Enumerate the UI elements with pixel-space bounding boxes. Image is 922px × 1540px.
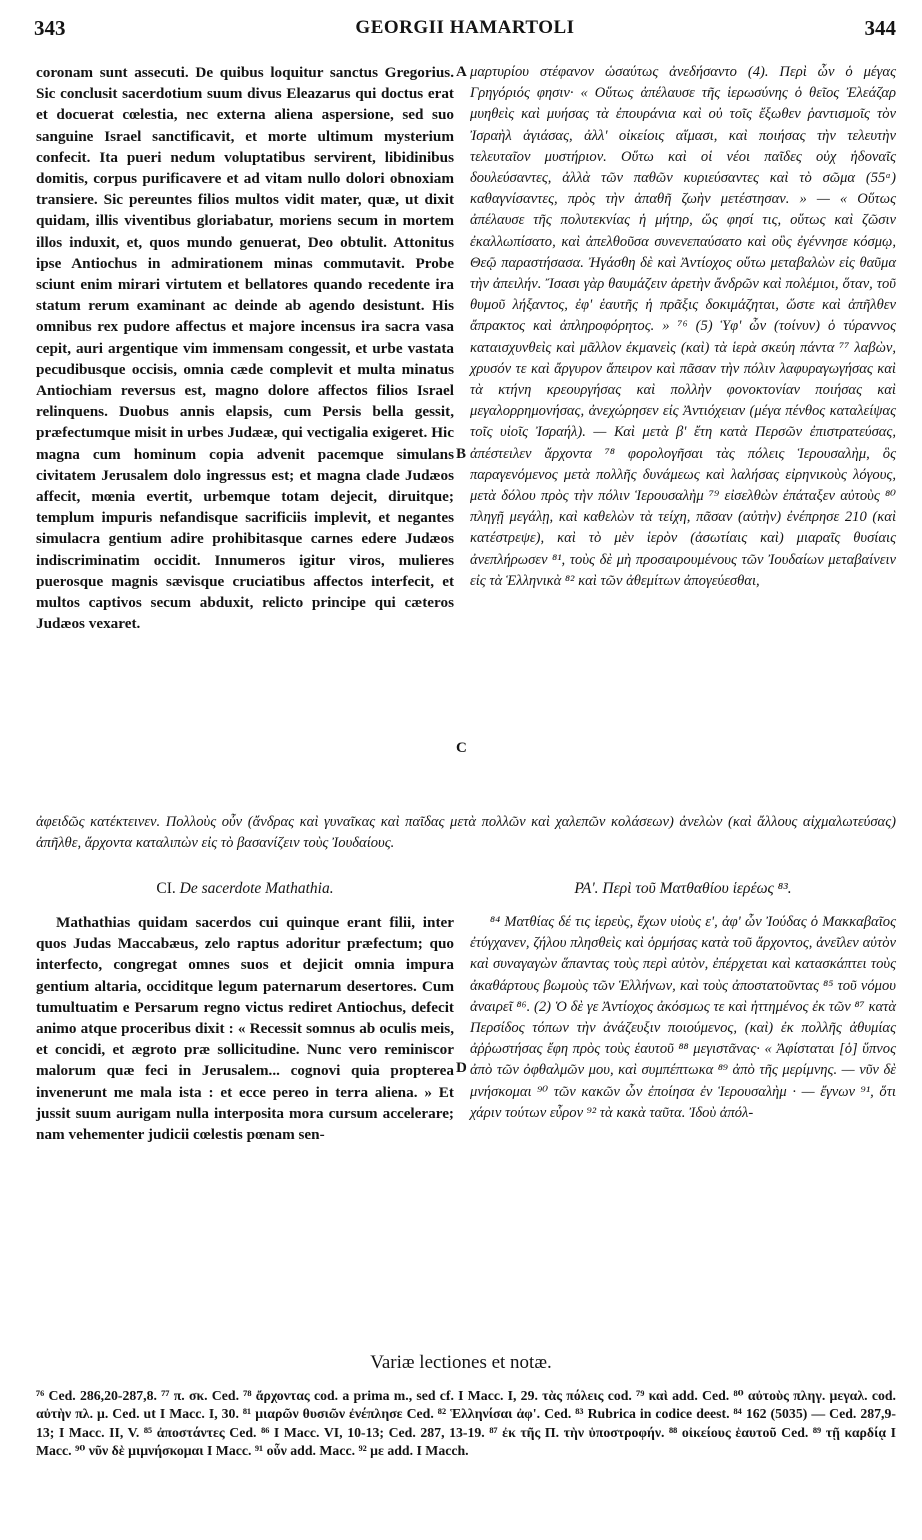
latin-section-heading — [36, 880, 454, 898]
margin-letter-b: B — [456, 446, 467, 462]
greek-paragraph: ⁸⁴ Ματθίας δέ τις ἱερεὺς, ἔχων υἱοὺς ε', ἀφ' ὧν Ἰούδας ὁ Μακκαβαῖος ἐτύγχανεν, ζήλου πλησθεὶς καὶ ὁρμήσας κατὰ τοῦ ἄρχοντος, ἀνεῖλεν αὐτὸν καὶ συναγαγὼν ἅπαντας τοὺς περὶ αὐτὸν, ἐπέρχεται καὶ κατασκάπτει τοὺς ἀκαθάρτους βωμοὺς τῶν Ἑλλήνων, καὶ τοὺς ἀποστατοῦντας ⁸⁵ τοῦ νόμου ἀναιρεῖ ⁸⁶. (2) Ὁ δὲ γε Ἀντίοχος ἀκόσμως τε καὶ ἡττημένος ἐκ τῶν ⁸⁷ κατὰ Περσίδος τόπων τὴν ἀνάζευξιν ποιούμενος, (καὶ) ἐκ πολλῆς ἀθυμίας ἀῤῥωστήσας ἔφη πρὸς τοὺς ἑαυτοῦ ⁸⁸ μεγιστᾶνας· « Ἀφίσταται [ὁ] ὕπνος ἀπὸ τῶν ὀφθαλμῶν μου, καὶ συμπέπτωκα ⁸⁹ ἀπὸ τῆς μερίμνης. — νῦν δὲ μνήσκομαι ⁹⁰ τῶν κακῶν ὧν ἐποίησα ἐν Ἱερουσαλὴμ · — ἔγνων ⁹¹, ὅτι χάριν τούτων εὗρον ⁹² τὰ κακὰ ταῦτα. Ἰδοὺ ἀπόλ- — [470, 914, 896, 1121]
page-header — [34, 6, 896, 50]
latin-paragraph: coronam sunt assecuti. De quibus loquitur sanctus Gregorius. Sic conclusit sacerdotium suum divus Eleazarus qui doctus erat et docuerat cœlestia, nec externa aliena aspersione, sed suo sanguine Israel sanctificavit, et morte ultimum mysterium confecit. Ita pueri nedum voluptatibus servirent, libidinibus domitis, corpus purificavere et ad vitam nullo dolori obnoxiam transiere. Sic pereuntes filios multos vidit mater, quæ, ut dixit quidam, illis viventibus gloriabatur, moriens secum in mortem illos induxit, et, quos mundo genuerat, Deo obtulit. Attonitus ipse Antiochus in admirationem minas commutavit. Probe sciunt enim mirari virtutem et bellatores quando recedente ira statum rerum examinant ac deinde ab agendo desistunt. His omnibus rex pudore affectus et majore incensus ira sacra vasa cepit, auri argentique vim immensam congessit, et urbe vastata pecudibusque occisis, omnia cæde complevit et multa minatus Antiochiam reversus est, magno dolore affectos filios Israel relinquens. Duobus annis elapsis, cum Persis bella gessit, præfectumque misit in urbes Judææ, qui vectigalia exigeret. Hic magna cum hominum copia advenit pacemque simulans civitatem Jerusalem dolo ingressus est; et magna clade Judæos affecit, mœnia evertit, urbemque totam dejecit, diruitque; templum impuris nefandisque sacrificiis implevit, et negantes simulacra gentium adire prohibitasque carnes edere Judæos indiscriminatim occidit. Innumeros igitur viros, mulieres puerosque magnis sævisque cruciatibus affectos interfecit, et multos captivos secum abduxit, relicto principe qui cæteros Judæos vexaret. — [36, 64, 454, 633]
page-number-left: 343 — [34, 15, 66, 40]
greek-section-heading: ΡΑ'. Περὶ τοῦ Ματθαθίου ἱερέως ⁸³. — [574, 880, 792, 897]
latin-heading-title: De sacerdote Mathathia. — [179, 880, 334, 897]
running-title: GEORGII HAMARTOLI — [355, 17, 575, 38]
margin-letter-a: A — [456, 64, 467, 80]
apparatus-title: Variæ lectiones et notæ. — [370, 1352, 552, 1373]
greek-column-section-2 — [470, 912, 896, 1124]
latin-heading-number: CI. — [156, 880, 176, 897]
margin-letter-c: C — [456, 740, 467, 756]
page-number-right: 344 — [864, 15, 896, 40]
apparatus-notes: ⁷⁶ Ced. 286,20-287,8. ⁷⁷ π. σκ. Ced. ⁷⁸ ἄρχοντας cod. a prima m., sed cf. I Macc. I, 29. τὰς πόλεις cod. ⁷⁹ καὶ add. Ced. ⁸⁰ αὐτοὺς πληγ. μεγαλ. cod. αὐτὴν πλ. μ. Ced. ut I Macc. I, 30. ⁸¹ μιαρῶν θυσιῶν ἐνέπλησε Ced. ⁸² Ἑλληνίσαι ἀφ'. Ced. ⁸³ Rubrica in codice deest. ⁸⁴ 162 (5035) — Ced. 287,9-13; I Macc. II, V. ⁸⁵ ἀποστάντες Ced. ⁸⁶ I Macc. VI, 10-13; Ced. 287, 13-19. ⁸⁷ ἐκ τῆς Π. τὴν ὑποστροφήν. ⁸⁸ οἰκείους ἑαυτοῦ Ced. ⁸⁹ τῇ καρδίᾳ I Macc. ⁹⁰ νῦν δὲ μιμνήσκομαι I Macc. ⁹¹ οὖν add. Macc. ⁹² με add. I Macch. — [36, 1388, 896, 1459]
latin-column-section-2 — [36, 912, 454, 1145]
greek-spill-text: ἀφειδῶς κατέκτεινεν. Πολλοὺς οὖν (ἄνδρας καὶ γυναῖκας καὶ παῖδας μετὰ πολλῶν καὶ χαλεπῶν κολάσεων) ἀνελὼν (καὶ ἄλλους αἰχμαλωτεύσας) ἀπῆλθε, ἄρχοντα καταλιπὼν εἰς τὸ βασανίζειν τοὺς Ἰουδαίους. — [36, 814, 896, 852]
latin-column-section-1 — [36, 62, 454, 634]
greek-column-section-1 — [470, 62, 896, 592]
margin-letter-d: D — [456, 1060, 467, 1076]
latin-paragraph: Mathathias quidam sacerdos cui quinque erant filii, inter quos Judas Maccabæus, zelo raptus adoritur præfectum; quo interfecto, congregat omnes suos et dejicit omnia impura gentium altaria, occiditque legum paternarum desertores. Cum tumultuatim e Persarum regno victus rediret Antiochus, defecit animo atque proceribus dixit : « Recessit somnus ab oculis meis, et concidi, et ægroto præ sollicitudine. Nunc vero reminiscor malorum quæ feci in Jerusalem... cognovi quia propterea invenerunt me mala ista : et ecce pereo in terra aliena. » Et jussit suum aurigam nulla interposita mora cursum accelerare; nam vehementer judicii cœlestis pœnam sen- — [36, 914, 454, 1144]
greek-paragraph: μαρτυρίου στέφανον ὡσαύτως ἀνεδήσαντο (4). Περὶ ὧν ὁ μέγας Γρηγόριός φησιν· « Οὕτως ἀπέλαυσε τῆς ἱερωσύνης ὁ θεῖος Ἐλεάζαρ μυηθεὶς καὶ μυήσας τὰ ἐπουράνια καὶ οὐ τοῖς ἔξωθεν ῥαντισμοῖς τὸν Ἰσραὴλ ἁγιάσας, ἀλλ' οἰκείοις αἵμασι, καὶ ποιήσας τὴν τελευτὴν τελευταῖον μυστήριον. Οὕτω καὶ οἱ νέοι παῖδες οὐχ ἡδοναῖς δουλεύσαντες, ἀλλὰ τῶν παθῶν κυριεύσαντες καὶ τὸ σῶμα (55ᵃ) καθαγνίσαντες, πρὸς τὴν ἀπαθῆ ζωὴν μετέστησαν. » — « Οὕτως ἀπέλαυσε τῆς πολυτεκνίας ἡ μήτηρ, ὥς φησί τις, οὕτως καὶ ζῶσιν ἐκαλλωπίσατο, καὶ ἀπελθοῦσα συνενεπαύσατο καὶ οὓς ἐγέννησε κόσμῳ, Θεῷ παραστήσασα. Ἠγάσθη δὲ καὶ Ἀντίοχος οὕτω μεταβαλὼν εἰς θαῦμα τὴν ἀπειλήν. Ἴσασι γὰρ θαυμάζειν ἀρετὴν ἄνδρῶν καὶ πολέμιοι, ὅταν, τοῦ θυμοῦ λήξαντος, ἐφ' ἑαυτῆς ἡ πρᾶξις δοκιμάζηται, ὥστε καὶ ἀπῆλθεν ἄπρακτος καὶ ἀπληροφόρητος. » ⁷⁶ (5) Ὑφ' ὧν (τοίνυν) ὁ τύραννος καταισχυνθεὶς καὶ μᾶλλον ἐκμανεὶς (καὶ) τὰ ἱερὰ σκεύη πάντα ⁷⁷ λαβὼν, χρυσόν τε καὶ ἄργυρον ἄπειρον καὶ πᾶσαν τὴν πόλιν λαφυραγωγήσας καὶ τὰ κτήνη κρεουργήσας καὶ πολλὴν φονοκτονίαν ποιήσας καὶ μεγαλορρημονήσας, ἀνεχώρησεν εἰς Ἀντιόχειαν (μέγα πένθος καταλείψας τοῖς υἱοῖς Ἰσραήλ). — Καὶ μετὰ β' ἔτη κατὰ Περσῶν ἐπιστρατεύσας, ἀπέστειλεν ἄρχοντα ⁷⁸ φορολογῆσαι τὰς πόλεις Ἱερουσαλὴμ, ὃς παραγενόμενος μετὰ πολλῆς δυνάμεως καὶ λαλήσας εἰρηνικοὺς λόγους, μετὰ δόλου πρὸς τὴν πόλιν Ἱερουσαλὴμ ⁷⁹ εἰσελθὼν ἐπάταξεν αὐτοὺς ⁸⁰ πληγῇ μεγάλῃ, καὶ καθελὼν τὰ τείχη, πᾶσαν (αὐτὴν) ἐνέπρησε 210 (καὶ κατέστρεψε), καὶ τὸ μὲν ἱερὸν (ἀσωτίαις καὶ) μιαραῖς θυσίαις ἀνεπλήρωσεν ⁸¹, τοὺς δὲ μὴ προσαιρουμένους τῶν Ἰουδαίων μεταβαίνειν εἰς τὰ Ἑλληνικὰ ⁸² καὶ τῶν ἀθεμίτων ἀπογεύεσθαι, — [470, 64, 896, 589]
